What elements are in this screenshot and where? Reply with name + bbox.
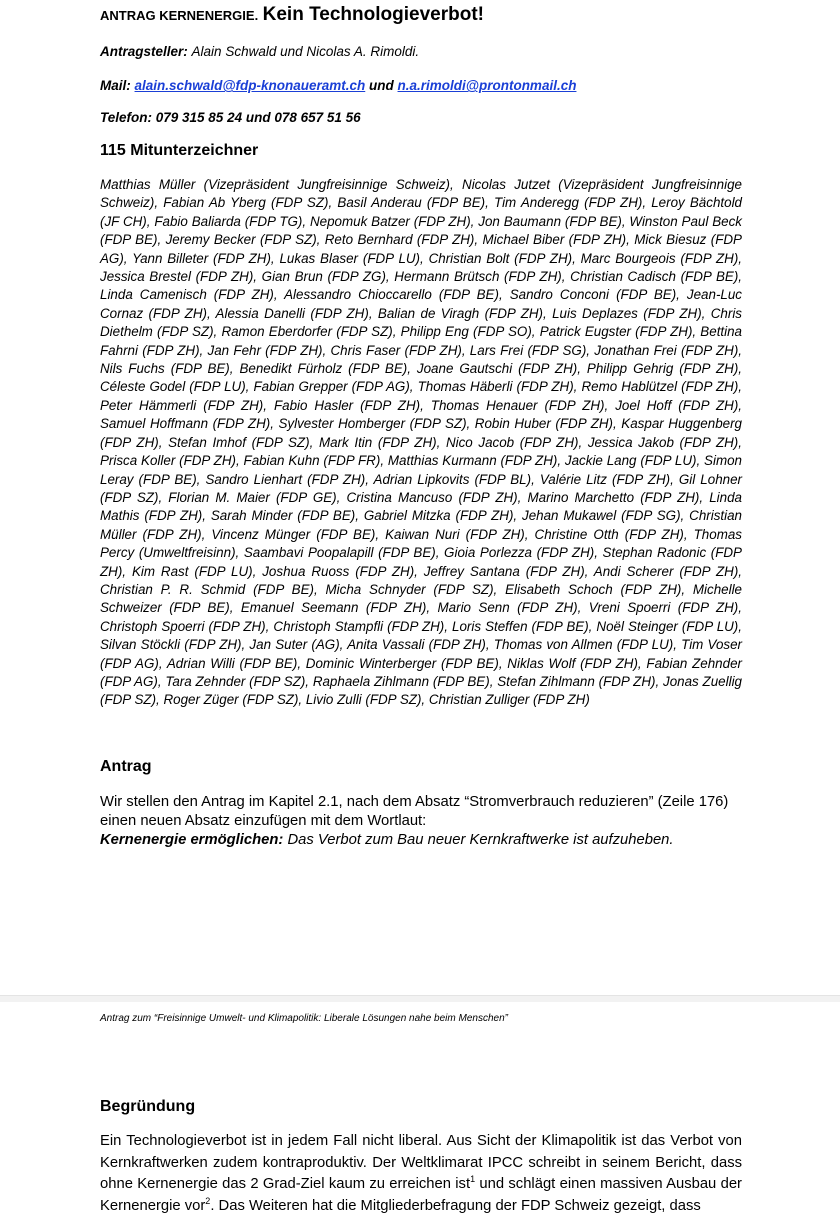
mail-and: und	[369, 78, 394, 93]
begruendung-text-1: Ein Technologieverbot ist in jedem Fall nicht liberal. Aus Sicht der Klimapolitik ist das Verbot von Kernkraftwerken zudem kontraproduktiv. Der Weltklimarat IPCC schreibt in seinem Bericht, dass ohne Kernenergie das 2 Grad-Ziel kaum zu erreichen ist	[100, 1133, 742, 1192]
antrag-heading: Antrag	[100, 758, 152, 775]
applicants-line	[100, 44, 419, 59]
title-main: Kein Technologieverbot!	[262, 4, 484, 25]
email-link-rimoldi[interactable]: n.a.rimoldi@prontonmail.ch	[397, 78, 577, 93]
antrag-bold-label: Kernenergie ermöglichen:	[100, 831, 284, 848]
antrag-paragraph	[100, 793, 742, 850]
begruendung-text-2: und schlägt einen massiven Ausbau der Kernenergie vor	[100, 1176, 742, 1214]
document-title	[100, 4, 484, 26]
mail-label: Mail:	[100, 78, 131, 93]
cosigners-list: Matthias Müller (Vizepräsident Jungfreisinnige Schweiz), Nicolas Jutzet (Vizepräsident Jungfreisinnige Schweiz), Fabian Ab Yberg (FDP SZ), Basil Anderau (FDP BE), Tim Anderegg (FDP ZH), Leroy Bächtold (JF CH), Fabio Baliarda (FDP TG), Nepomuk Batzer (FDP ZH), Jon Baumann (FDP BE), Winston Paul Beck (FDP BE), Jeremy Becker (FDP SZ), Reto Bernhard (FDP ZH), Michael Biber (FDP ZH), Mick Biesuz (FDP AG), Yann Billeter (FDP ZH), Lukas Blaser (FDP LU), Christian Bolt (FDP ZH), Marc Bourgeois (FDP ZH), Jessica Brestel (FDP ZH), Gian Brun (FDP ZG), Hermann Brütsch (FDP ZH), Christian Cadisch (FDP BE), Linda Camenisch (FDP ZH), Alessandro Chioccarello (FDP BE), Sandro Conconi (FDP BE), Jean-Luc Cornaz (FDP ZH), Alessia Danelli (FDP ZH), Balian de Viragh (FDP ZH), Luis Deplazes (FDP ZH), Chris Diethelm (FDP SZ), Ramon Eberdorfer (FDP SZ), Philipp Eng (FDP SO), Patrick Eugster (FDP ZH), Bettina Fahrni (FDP ZH), Jan Fehr (FDP ZH), Chris Faser (FDP ZH), Lars Frei (FDP SG), Jonathan Frei (FDP ZH), Nils Fuchs (FDP BE), Benedikt Fürholz (FDP BE), Joane Gautschi (FDP ZH), Philipp Gehrig (FDP ZH), Céleste Godel (FDP LU), Fabian Grepper (FDP AG), Thomas Häberli (FDP ZH), Remo Hablützel (FDP ZH), Peter Hämmerli (FDP ZH), Fabio Hasler (FDP ZH), Thomas Henauer (FDP ZH), Joel Hoff (FDP ZH), Samuel Hoffmann (FDP ZH), Sylvester Homberger (FDP SZ), Robin Huber (FDP ZH), Kaspar Huggenberg (FDP ZH), Stefan Imhof (FDP SZ), Mark Itin (FDP ZH), Nico Jacob (FDP ZH), Jessica Jakob (FDP ZH), Prisca Koller (FDP ZH), Fabian Kuhn (FDP FR), Matthias Kurmann (FDP ZH), Jackie Lang (FDP LU), Simon Leray (FDP BE), Sandro Lienhart (FDP ZH), Adrian Lipkovits (FDP BL), Valérie Litz (FDP ZH), Gil Lohner (FDP SZ), Florian M. Maier (FDP GE), Cristina Mancuso (FDP ZH), Marino Marchetto (FDP ZH), Linda Mathis (FDP ZH), Sarah Minder (FDP BE), Gabriel Mitzka (FDP ZH), Jehan Mukawel (FDP SG), Christian Müller (FDP ZH), Vincenz Münger (FDP BE), Kaiwan Nuri (FDP ZH), Christine Otth (FDP ZH), Thomas Percy (Umweltfreisinn), Saambavi Poopalapill (FDP BE), Gioia Porlezza (FDP ZH), Stephan Radonic (FDP ZH), Kim Rast (FDP LU), Joshua Ruoss (FDP ZH), Jeffrey Santana (FDP ZH), Andi Scherer (FDP ZH), Christian P. R. Schmid (FDP BE), Micha Schnyder (FDP SZ), Elisabeth Schoch (FDP ZH), Michelle Schweizer (FDP BE), Emanuel Seemann (FDP ZH), Mario Senn (FDP ZH), Vreni Spoerri (FDP ZH), Christoph Spoerri (FDP ZH), Christoph Stampfli (FDP ZH), Loris Steffen (FDP BE), Noël Steinger (FDP LU), Silvan Stöckli (FDP ZH), Jan Suter (AG), Anita Vassali (FDP ZH), Thomas von Allmen (FDP LU), Tim Voser (FDP AG), Adrian Willi (FDP BE), Dominic Winterberger (FDP BE), Niklas Wolf (FDP ZH), Fabian Zehnder (FDP AG), Tara Zehnder (FDP SZ), Raphaela Zihlmann (FDP BE), Stefan Zihlmann (FDP ZH), Jonas Zuellig (FDP SZ), Roger Züger (FDP SZ), Livio Zulli (FDP SZ), Christian Zulliger (FDP ZH)	[100, 177, 742, 708]
applicants-label: Antragsteller:	[100, 44, 188, 59]
begruendung-heading: Begründung	[100, 1098, 196, 1115]
page-break-divider	[0, 995, 840, 1002]
phone-line: Telefon: 079 315 85 24 und 078 657 51 56	[100, 110, 361, 125]
applicants-names: Alain Schwald und Nicolas A. Rimoldi.	[191, 44, 420, 59]
antrag-quote: Das Verbot zum Bau neuer Kernkraftwerke ist aufzuheben.	[287, 831, 674, 848]
cosigners-heading: 115 Mitunterzeichner	[100, 142, 259, 159]
mail-line	[100, 78, 576, 93]
email-link-schwald[interactable]: alain.schwald@fdp-knonaueramt.ch	[134, 78, 366, 93]
antrag-text: Wir stellen den Antrag im Kapitel 2.1, nach dem Absatz “Stromverbrauch reduzieren” (Zeile 176) einen neuen Absatz einzufügen mit dem Wortlaut:	[100, 794, 729, 829]
begruendung-text-3: . Das Weiteren hat die Mitgliederbefragung der FDP Schweiz gezeigt, dass	[210, 1197, 701, 1214]
begruendung-paragraph	[100, 1131, 742, 1217]
title-label: ANTRAG KERNENERGIE.	[100, 8, 259, 23]
footnote-ref-1[interactable]: 1	[470, 1174, 476, 1185]
footer-note: Antrag zum “Freisinnige Umwelt- und Klimapolitik: Liberale Lösungen nahe beim Menschen”	[100, 1013, 508, 1024]
footnote-ref-2[interactable]: 2	[205, 1195, 211, 1206]
